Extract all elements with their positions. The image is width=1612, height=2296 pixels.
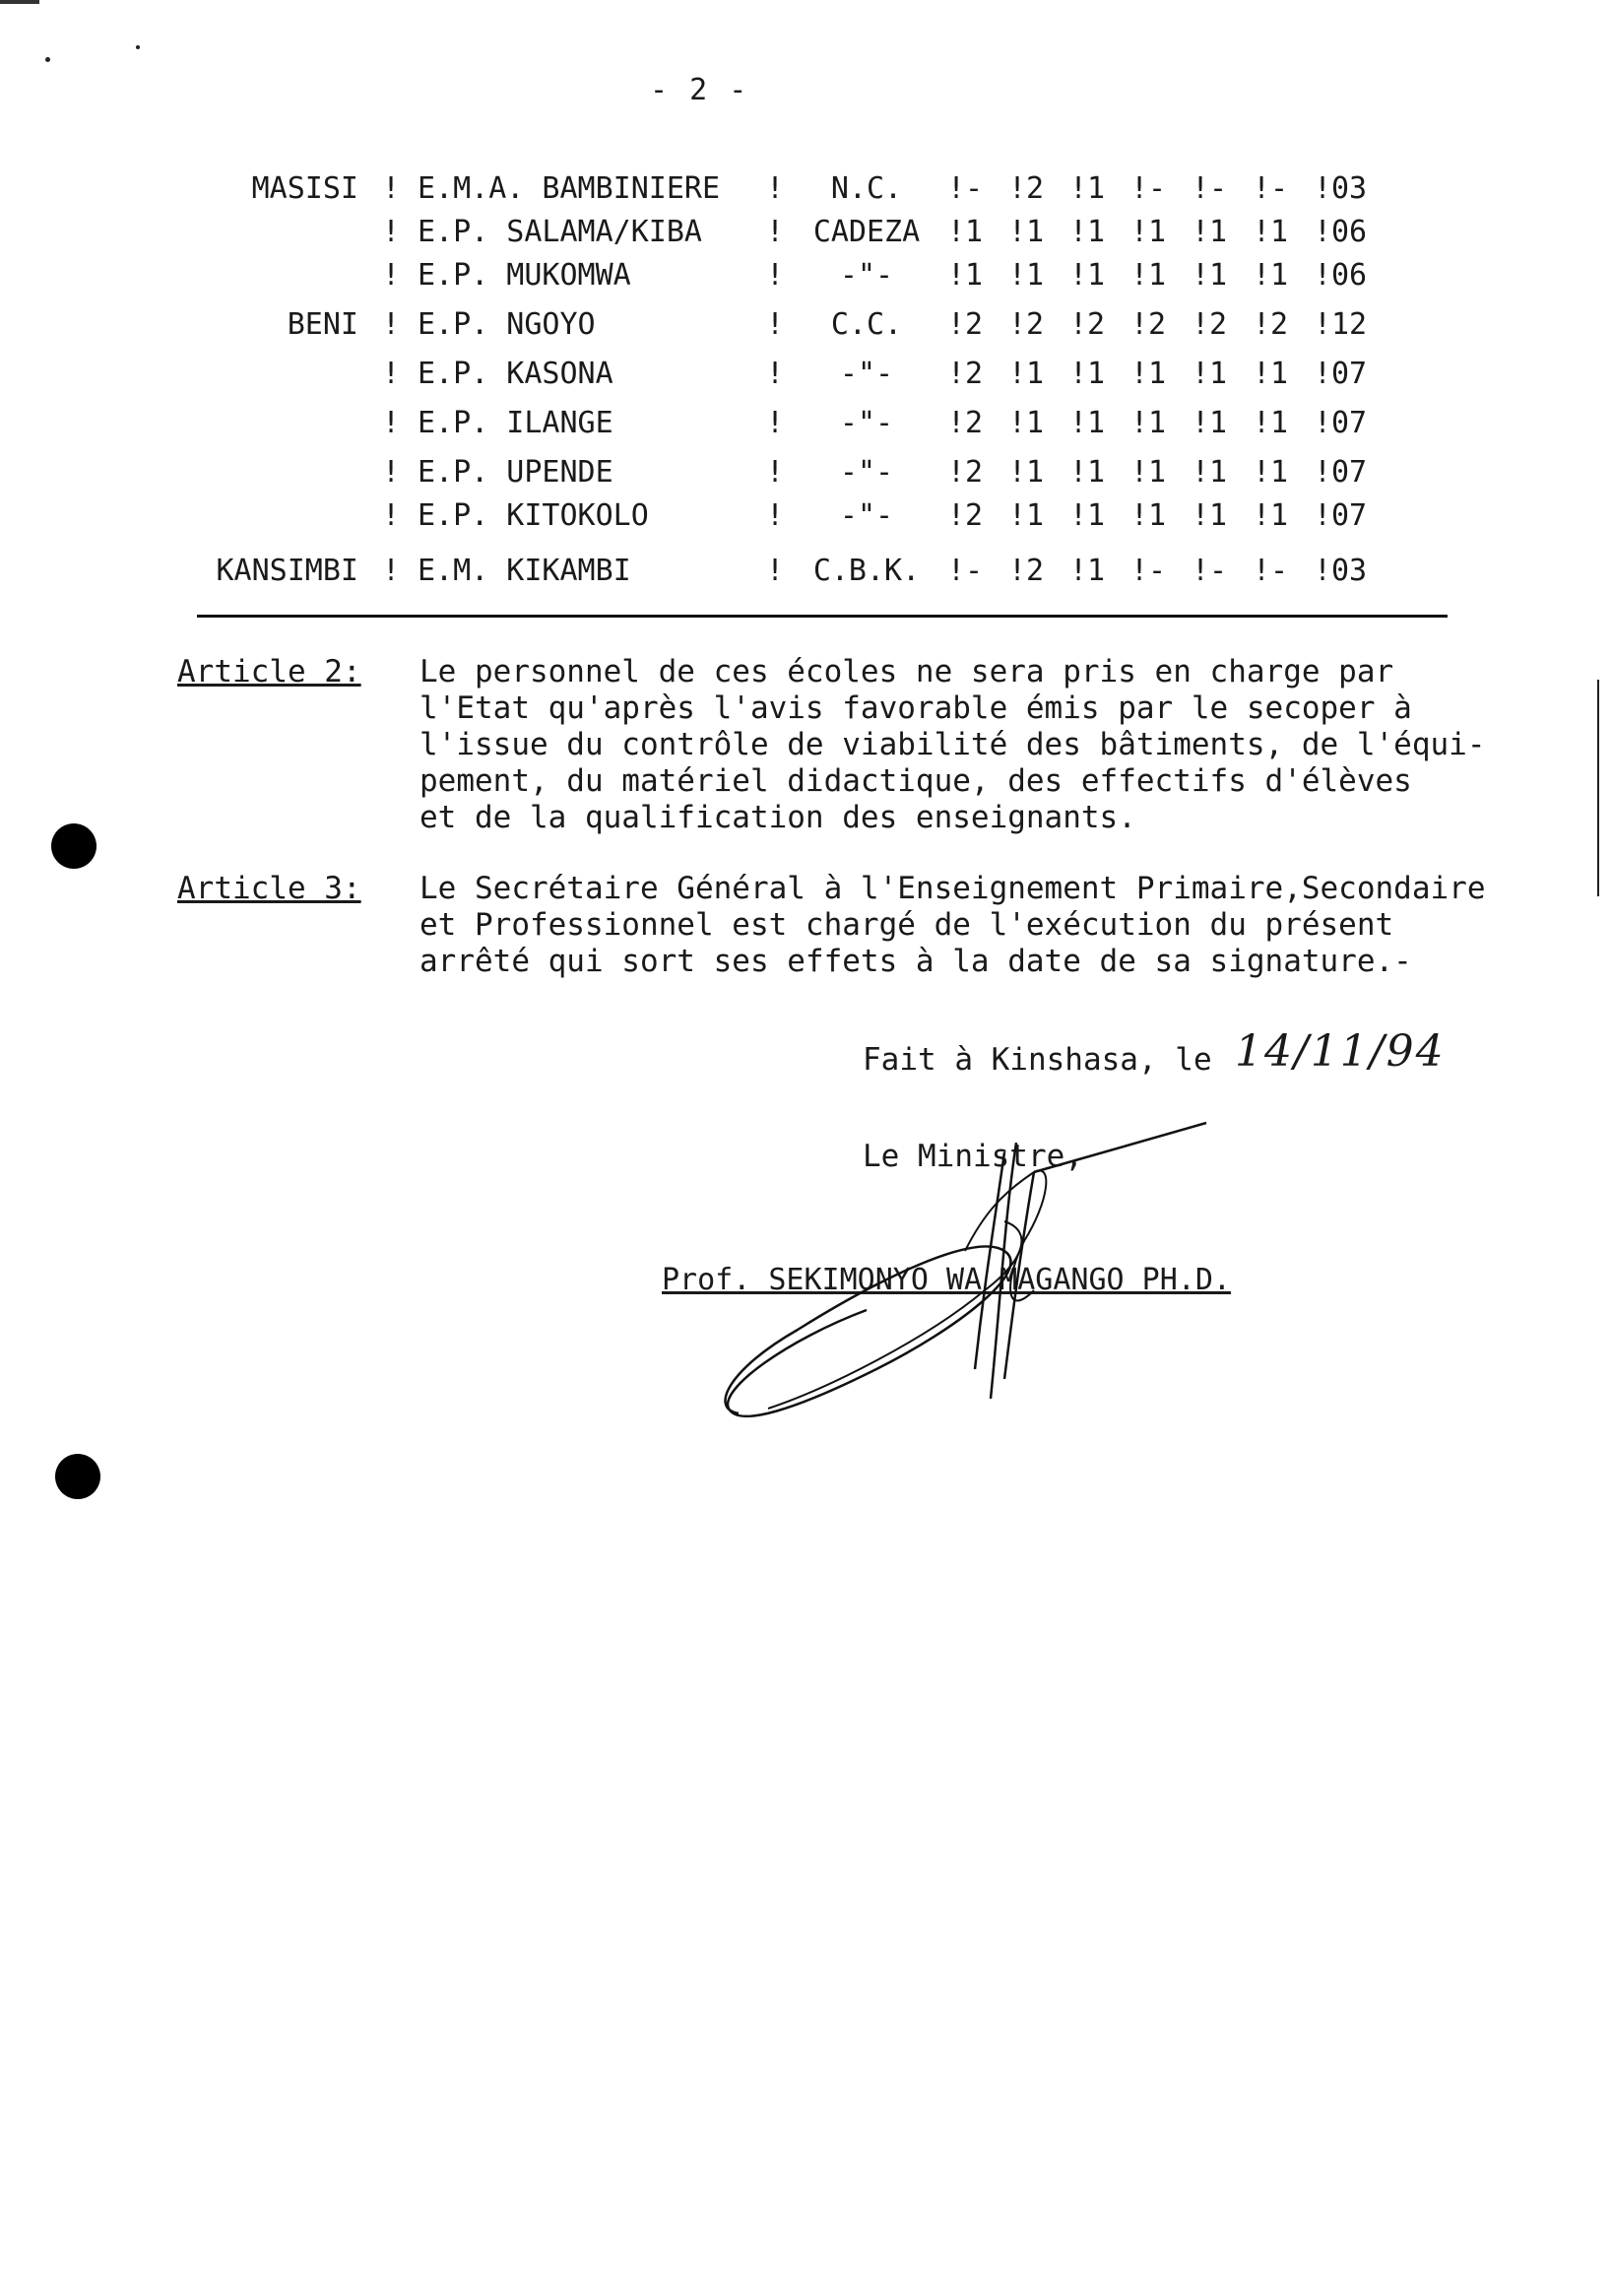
value-cell: 1 bbox=[1026, 498, 1045, 533]
value-cell: 1 bbox=[1026, 455, 1045, 490]
total-cell: 07 bbox=[1331, 357, 1368, 391]
column-separator: ! bbox=[1192, 171, 1210, 206]
column-separator: ! bbox=[1253, 307, 1271, 342]
column-separator: ! bbox=[1130, 307, 1149, 342]
value-cell: 1 bbox=[1270, 498, 1289, 533]
column-separator: ! bbox=[1130, 498, 1149, 533]
margin-line bbox=[1597, 680, 1599, 896]
column-separator: ! bbox=[947, 171, 966, 206]
column-separator: ! bbox=[1192, 357, 1210, 391]
column-separator: ! bbox=[1253, 258, 1271, 293]
value-cell: 2 bbox=[965, 406, 984, 440]
organization-cell: -"- bbox=[839, 455, 894, 490]
school-cell: E.P. UPENDE bbox=[418, 455, 613, 490]
table-bottom-rule bbox=[197, 615, 1448, 618]
school-cell: E.P. MUKOMWA bbox=[418, 258, 631, 293]
column-separator: ! bbox=[1253, 357, 1271, 391]
value-cell: - bbox=[1209, 554, 1228, 588]
article-label: Article 3: bbox=[177, 871, 361, 906]
value-cell: 1 bbox=[1087, 215, 1106, 249]
column-separator: ! bbox=[382, 357, 401, 391]
column-separator: ! bbox=[1314, 258, 1332, 293]
column-separator: ! bbox=[1314, 171, 1332, 206]
column-separator: ! bbox=[1314, 357, 1332, 391]
column-separator: ! bbox=[947, 258, 966, 293]
school-cell: E.P. SALAMA/KIBA bbox=[418, 215, 702, 249]
value-cell: 1 bbox=[1026, 406, 1045, 440]
article-line: arrêté qui sort ses effets à la date de sa signature.- bbox=[419, 944, 1412, 979]
column-separator: ! bbox=[947, 357, 966, 391]
value-cell: 2 bbox=[1148, 307, 1167, 342]
value-cell: 1 bbox=[1270, 258, 1289, 293]
value-cell: 1 bbox=[1209, 455, 1228, 490]
value-cell: 1 bbox=[1026, 215, 1045, 249]
school-cell: E.M.A. BAMBINIERE bbox=[418, 171, 721, 206]
column-separator: ! bbox=[1192, 498, 1210, 533]
column-separator: ! bbox=[766, 554, 785, 588]
school-cell: E.P. NGOYO bbox=[418, 307, 596, 342]
article-line: et de la qualification des enseignants. bbox=[419, 800, 1136, 835]
value-cell: - bbox=[965, 171, 984, 206]
column-separator: ! bbox=[947, 406, 966, 440]
value-cell: 1 bbox=[1148, 455, 1167, 490]
column-separator: ! bbox=[382, 171, 401, 206]
column-separator: ! bbox=[1069, 455, 1088, 490]
column-separator: ! bbox=[947, 307, 966, 342]
value-cell: 1 bbox=[1148, 258, 1167, 293]
column-separator: ! bbox=[1008, 357, 1027, 391]
column-separator: ! bbox=[1253, 171, 1271, 206]
school-cell: E.P. KASONA bbox=[418, 357, 613, 391]
column-separator: ! bbox=[1253, 455, 1271, 490]
value-cell: 1 bbox=[1087, 258, 1106, 293]
value-cell: - bbox=[1270, 554, 1289, 588]
total-cell: 07 bbox=[1331, 455, 1368, 490]
value-cell: 2 bbox=[1026, 554, 1045, 588]
column-separator: ! bbox=[1130, 215, 1149, 249]
signature-drawing bbox=[709, 1113, 1221, 1428]
column-separator: ! bbox=[1314, 406, 1332, 440]
scan-edge-mark bbox=[0, 0, 39, 4]
column-separator: ! bbox=[1130, 406, 1149, 440]
value-cell: - bbox=[1209, 171, 1228, 206]
total-cell: 12 bbox=[1331, 307, 1368, 342]
column-separator: ! bbox=[947, 215, 966, 249]
column-separator: ! bbox=[1130, 455, 1149, 490]
column-separator: ! bbox=[1069, 554, 1088, 588]
column-separator: ! bbox=[1008, 406, 1027, 440]
column-separator: ! bbox=[382, 307, 401, 342]
school-cell: E.P. ILANGE bbox=[418, 406, 613, 440]
column-separator: ! bbox=[1008, 171, 1027, 206]
column-separator: ! bbox=[382, 406, 401, 440]
column-separator: ! bbox=[766, 171, 785, 206]
column-separator: ! bbox=[1069, 171, 1088, 206]
school-cell: E.M. KIKAMBI bbox=[418, 554, 631, 588]
article-line: Le personnel de ces écoles ne sera pris en charge par bbox=[419, 654, 1394, 689]
value-cell: 1 bbox=[1087, 357, 1106, 391]
column-separator: ! bbox=[766, 258, 785, 293]
column-separator: ! bbox=[1069, 406, 1088, 440]
column-separator: ! bbox=[1314, 307, 1332, 342]
column-separator: ! bbox=[1314, 215, 1332, 249]
value-cell: 1 bbox=[1148, 215, 1167, 249]
column-separator: ! bbox=[1069, 498, 1088, 533]
column-separator: ! bbox=[1130, 171, 1149, 206]
value-cell: 1 bbox=[1209, 258, 1228, 293]
value-cell: 2 bbox=[965, 357, 984, 391]
column-separator: ! bbox=[1069, 357, 1088, 391]
value-cell: 1 bbox=[965, 258, 984, 293]
organization-cell: -"- bbox=[839, 498, 894, 533]
total-cell: 06 bbox=[1331, 258, 1368, 293]
column-separator: ! bbox=[1069, 307, 1088, 342]
organization-cell: -"- bbox=[839, 357, 894, 391]
column-separator: ! bbox=[766, 357, 785, 391]
value-cell: - bbox=[1148, 171, 1167, 206]
value-cell: 2 bbox=[965, 498, 984, 533]
punch-hole bbox=[51, 823, 97, 869]
school-cell: E.P. KITOKOLO bbox=[418, 498, 649, 533]
column-separator: ! bbox=[1008, 554, 1027, 588]
signer-name: Prof. SEKIMONYO WA MAGANGO PH.D. bbox=[662, 1263, 1231, 1297]
value-cell: 2 bbox=[965, 455, 984, 490]
article-line: et Professionnel est chargé de l'exécution du présent bbox=[419, 907, 1394, 943]
punch-hole bbox=[55, 1454, 100, 1499]
value-cell: 1 bbox=[1087, 455, 1106, 490]
value-cell: 1 bbox=[1087, 554, 1106, 588]
value-cell: 2 bbox=[1209, 307, 1228, 342]
value-cell: - bbox=[1270, 171, 1289, 206]
column-separator: ! bbox=[1130, 258, 1149, 293]
column-separator: ! bbox=[382, 554, 401, 588]
article-text bbox=[419, 654, 1591, 836]
column-separator: ! bbox=[1069, 215, 1088, 249]
value-cell: 2 bbox=[1026, 171, 1045, 206]
organization-cell: CADEZA bbox=[812, 215, 921, 249]
value-cell: 1 bbox=[1148, 357, 1167, 391]
value-cell: - bbox=[965, 554, 984, 588]
column-separator: ! bbox=[947, 455, 966, 490]
column-separator: ! bbox=[947, 498, 966, 533]
total-cell: 07 bbox=[1331, 406, 1368, 440]
value-cell: - bbox=[1148, 554, 1167, 588]
column-separator: ! bbox=[1192, 455, 1210, 490]
article-label: Article 2: bbox=[177, 654, 361, 689]
handwritten-date: 14/11/94 bbox=[1235, 1026, 1446, 1077]
article-line: Le Secrétaire Général à l'Enseignement Primaire,Secondaire bbox=[419, 871, 1486, 906]
column-separator: ! bbox=[1314, 498, 1332, 533]
place-text: Fait à Kinshasa, le bbox=[863, 1042, 1212, 1078]
column-separator: ! bbox=[1130, 554, 1149, 588]
column-separator: ! bbox=[1008, 498, 1027, 533]
value-cell: 2 bbox=[965, 307, 984, 342]
value-cell: 1 bbox=[1209, 357, 1228, 391]
minister-title: Le Ministre, bbox=[863, 1139, 1083, 1174]
value-cell: 1 bbox=[1209, 406, 1228, 440]
value-cell: 1 bbox=[1087, 406, 1106, 440]
ink-speck bbox=[136, 45, 140, 49]
column-separator: ! bbox=[1069, 258, 1088, 293]
total-cell: 06 bbox=[1331, 215, 1368, 249]
value-cell: 1 bbox=[1209, 215, 1228, 249]
value-cell: 2 bbox=[1270, 307, 1289, 342]
value-cell: 1 bbox=[1148, 498, 1167, 533]
column-separator: ! bbox=[1253, 215, 1271, 249]
column-separator: ! bbox=[382, 455, 401, 490]
column-separator: ! bbox=[1192, 258, 1210, 293]
value-cell: 1 bbox=[1209, 498, 1228, 533]
value-cell: 1 bbox=[1270, 357, 1289, 391]
article-line: pement, du matériel didactique, des effectifs d'élèves bbox=[419, 763, 1412, 799]
column-separator: ! bbox=[1008, 215, 1027, 249]
article-line: l'issue du contrôle de viabilité des bâtiments, de l'équi- bbox=[419, 727, 1486, 762]
column-separator: ! bbox=[1008, 307, 1027, 342]
region-cell: BENI bbox=[287, 307, 358, 342]
column-separator: ! bbox=[1253, 554, 1271, 588]
organization-cell: -"- bbox=[839, 406, 894, 440]
column-separator: ! bbox=[1130, 357, 1149, 391]
organization-cell: C.B.K. bbox=[812, 554, 921, 588]
value-cell: 1 bbox=[1148, 406, 1167, 440]
column-separator: ! bbox=[1192, 554, 1210, 588]
column-separator: ! bbox=[1192, 406, 1210, 440]
total-cell: 03 bbox=[1331, 554, 1368, 588]
column-separator: ! bbox=[382, 258, 401, 293]
ink-speck bbox=[45, 57, 50, 62]
value-cell: 1 bbox=[1087, 498, 1106, 533]
column-separator: ! bbox=[1008, 455, 1027, 490]
column-separator: ! bbox=[1314, 554, 1332, 588]
column-separator: ! bbox=[1314, 455, 1332, 490]
value-cell: 1 bbox=[1026, 357, 1045, 391]
article-text bbox=[419, 871, 1591, 980]
region-cell: MASISI bbox=[251, 171, 358, 206]
value-cell: 1 bbox=[1087, 171, 1106, 206]
column-separator: ! bbox=[1192, 215, 1210, 249]
column-separator: ! bbox=[382, 498, 401, 533]
region-cell: KANSIMBI bbox=[216, 554, 358, 588]
value-cell: 2 bbox=[1026, 307, 1045, 342]
value-cell: 1 bbox=[1270, 455, 1289, 490]
organization-cell: N.C. bbox=[830, 171, 903, 206]
column-separator: ! bbox=[1253, 406, 1271, 440]
column-separator: ! bbox=[382, 215, 401, 249]
total-cell: 07 bbox=[1331, 498, 1368, 533]
total-cell: 03 bbox=[1331, 171, 1368, 206]
column-separator: ! bbox=[1192, 307, 1210, 342]
column-separator: ! bbox=[947, 554, 966, 588]
column-separator: ! bbox=[766, 455, 785, 490]
organization-cell: -"- bbox=[839, 258, 894, 293]
column-separator: ! bbox=[766, 215, 785, 249]
column-separator: ! bbox=[1008, 258, 1027, 293]
column-separator: ! bbox=[766, 406, 785, 440]
value-cell: 1 bbox=[965, 215, 984, 249]
value-cell: 1 bbox=[1270, 406, 1289, 440]
column-separator: ! bbox=[766, 498, 785, 533]
value-cell: 1 bbox=[1026, 258, 1045, 293]
column-separator: ! bbox=[766, 307, 785, 342]
page-number: - 2 - bbox=[650, 73, 749, 107]
value-cell: 2 bbox=[1087, 307, 1106, 342]
article-line: l'Etat qu'après l'avis favorable émis par le secoper à bbox=[419, 690, 1412, 726]
value-cell: 1 bbox=[1270, 215, 1289, 249]
column-separator: ! bbox=[1253, 498, 1271, 533]
organization-cell: C.C. bbox=[830, 307, 903, 342]
